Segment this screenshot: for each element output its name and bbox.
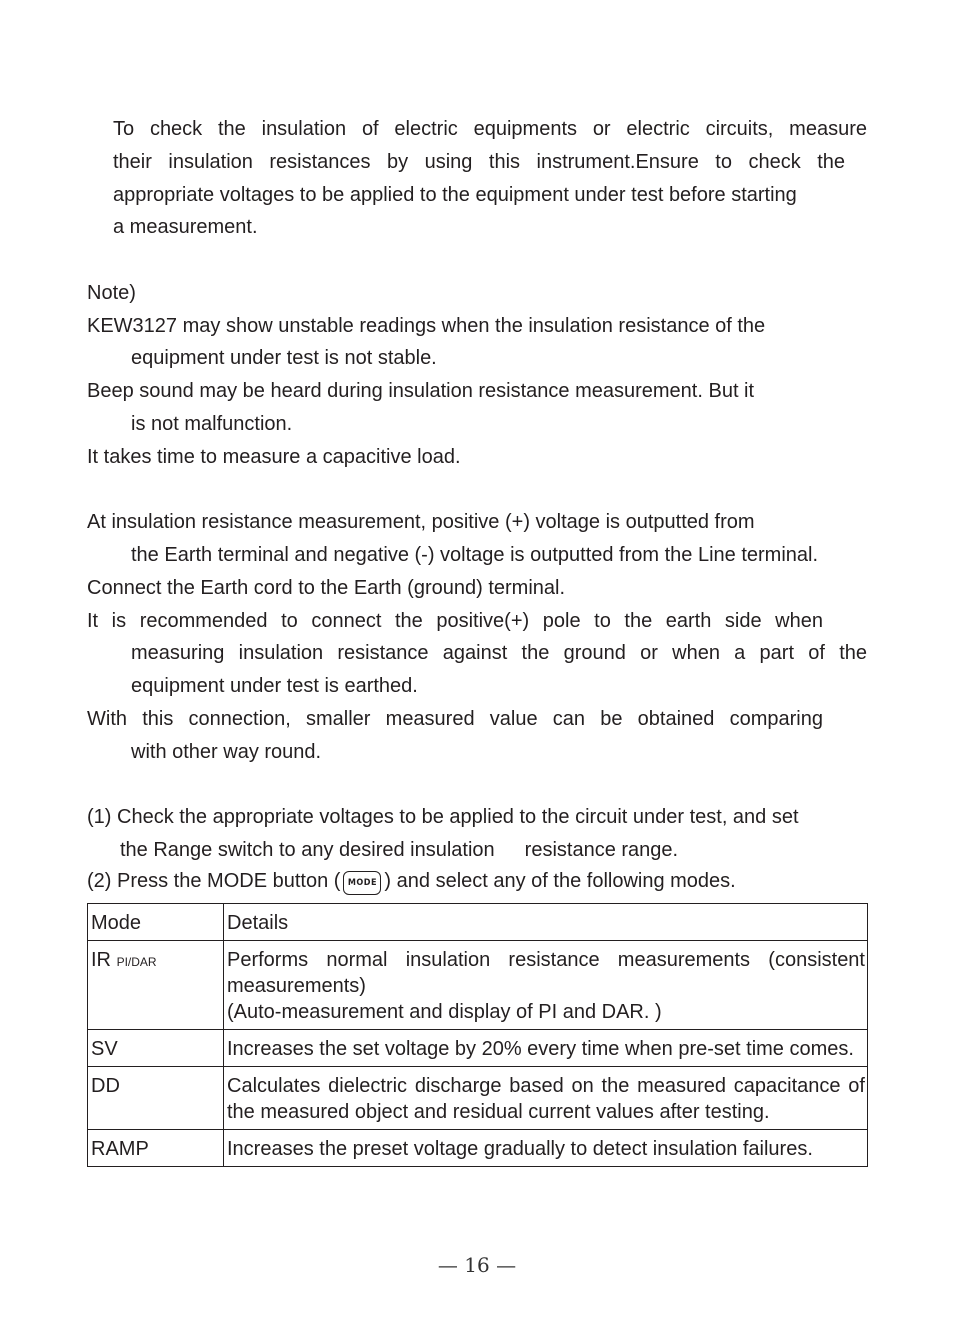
polarity-line: Connect the Earth cord to the Earth (ground) terminal.	[87, 577, 566, 599]
step-2-line	[87, 869, 736, 895]
intro-line: To check the insulation of electric equipments or electric circuits, measure	[113, 118, 867, 140]
table-row	[88, 1030, 868, 1067]
polarity-line-indent: with other way round.	[131, 741, 322, 763]
table-header-row	[88, 904, 868, 941]
note-line: Beep sound may be heard during insulation resistance measurement. But it	[87, 380, 755, 402]
polarity-line-indent: measuring insulation resistance against the ground or when a part of the	[131, 642, 867, 664]
step-1-line-2	[120, 838, 678, 862]
note-line-indent: equipment under test is not stable.	[131, 347, 437, 369]
mode-cell	[88, 941, 224, 1030]
note-line-indent: is not malfunction.	[131, 413, 293, 435]
table-row	[88, 941, 868, 1030]
header-details: Details	[224, 904, 868, 941]
mode-name: IR	[91, 949, 111, 971]
note-heading: Note)	[87, 282, 136, 304]
table-row	[88, 1130, 868, 1167]
details-cell: Increases the preset voltage gradually to detect insulation failures.	[224, 1130, 868, 1167]
modes-table	[87, 903, 868, 1167]
mode-cell: DD	[88, 1067, 224, 1130]
step-1-text-a: the Range switch to any desired insulation	[120, 839, 495, 861]
mode-subtext: PI/DAR	[116, 955, 157, 969]
mode-cell: RAMP	[88, 1130, 224, 1167]
mode-button-icon: MODE	[343, 871, 381, 895]
details-text: Performs normal insulation resistance measurements (consistent measurements)	[227, 949, 865, 997]
details-cell	[224, 941, 868, 1030]
step-1-text-b: resistance range.	[524, 839, 679, 861]
note-line: It takes time to measure a capacitive load.	[87, 446, 461, 468]
details-cell: Increases the set voltage by 20% every time when pre-set time comes.	[224, 1030, 868, 1067]
polarity-line-indent: equipment under test is earthed.	[131, 675, 418, 697]
details-text: (Auto-measurement and display of PI and DAR. )	[227, 1001, 662, 1023]
header-mode: Mode	[88, 904, 224, 941]
polarity-line-indent: the Earth terminal and negative (-) voltage is outputted from the Line terminal.	[131, 544, 819, 566]
note-line: KEW3127 may show unstable readings when the insulation resistance of the	[87, 315, 766, 337]
intro-line: their insulation resistances by using this instrument.Ensure to check the	[113, 151, 845, 173]
page-number: — 16 —	[437, 1253, 517, 1277]
table-row	[88, 1067, 868, 1130]
polarity-line: With this connection, smaller measured value can be obtained comparing	[87, 708, 823, 730]
intro-line: a measurement.	[113, 216, 258, 238]
step-2-text-after: ) and select any of the following modes.	[384, 870, 736, 892]
polarity-line: It is recommended to connect the positive(+) pole to the earth side when	[87, 610, 823, 632]
step-1-line: (1) Check the appropriate voltages to be applied to the circuit under test, and set	[87, 806, 799, 828]
details-cell: Calculates dielectric discharge based on the measured capacitance of the measured object and residual current values after testing.	[224, 1067, 868, 1130]
step-2-text-before: (2) Press the MODE button (	[87, 870, 341, 892]
intro-line: appropriate voltages to be applied to the equipment under test before starting	[113, 184, 797, 206]
polarity-line: At insulation resistance measurement, positive (+) voltage is outputted from	[87, 511, 755, 533]
mode-cell: SV	[88, 1030, 224, 1067]
